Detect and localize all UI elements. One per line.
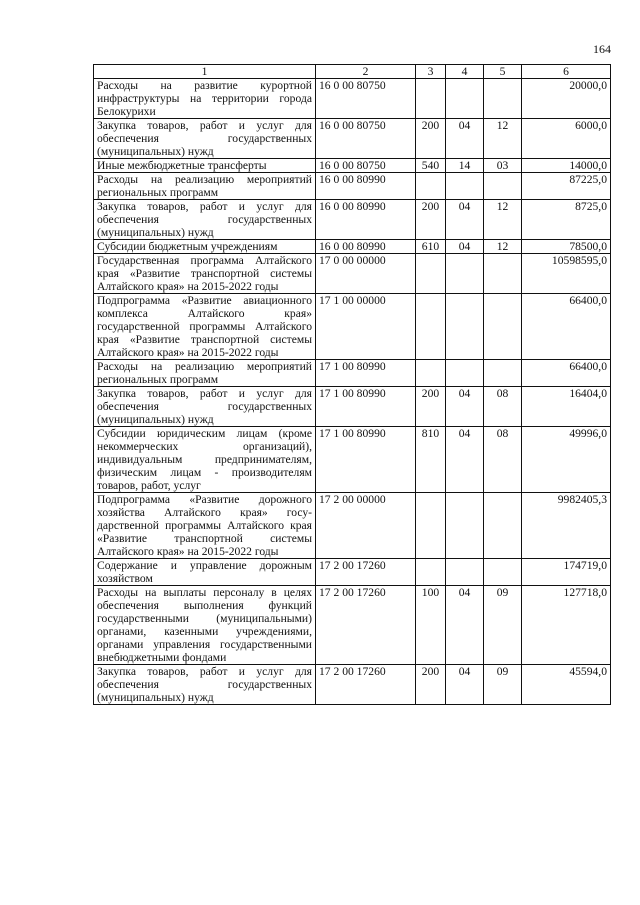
- table-row: [94, 173, 611, 200]
- page-number: 164: [593, 42, 611, 56]
- amount: 6000,0: [522, 119, 611, 159]
- section: [446, 360, 484, 387]
- expense-type: 810: [416, 427, 446, 493]
- target-code: 17 2 00 17260: [316, 559, 416, 586]
- amount: 127718,0: [522, 586, 611, 665]
- subsection: [484, 559, 522, 586]
- subsection: [484, 360, 522, 387]
- target-code: 16 0 00 80750: [316, 79, 416, 119]
- target-code: 17 2 00 00000: [316, 493, 416, 559]
- row-name: Иные межбюджетные трансферты: [94, 159, 316, 173]
- section: [446, 79, 484, 119]
- expense-type: 200: [416, 119, 446, 159]
- section: 04: [446, 665, 484, 705]
- table-row: [94, 493, 611, 559]
- table-row: [94, 159, 611, 173]
- target-code: 16 0 00 80750: [316, 119, 416, 159]
- section: [446, 294, 484, 360]
- subsection: [484, 294, 522, 360]
- amount: 78500,0: [522, 240, 611, 254]
- amount: 8725,0: [522, 200, 611, 240]
- expense-type: [416, 360, 446, 387]
- subsection: [484, 254, 522, 294]
- subsection: 12: [484, 200, 522, 240]
- subsection: 09: [484, 586, 522, 665]
- table-row: [94, 119, 611, 159]
- column-header: 4: [446, 65, 484, 79]
- expense-type: 540: [416, 159, 446, 173]
- table-row: [94, 254, 611, 294]
- expense-type: 100: [416, 586, 446, 665]
- row-name: Подпрограмма «Развитие дорожного хозяйства Алтайского края» государственной программы Алтайского края «Развитие транспортной системы Алтайского края» на 2015-2022 годы: [94, 493, 316, 559]
- subsection: 08: [484, 387, 522, 427]
- subsection: 09: [484, 665, 522, 705]
- table-header: [94, 65, 611, 79]
- budget-table: [93, 64, 611, 705]
- expense-type: [416, 254, 446, 294]
- amount: 16404,0: [522, 387, 611, 427]
- subsection: 08: [484, 427, 522, 493]
- section: 04: [446, 387, 484, 427]
- subsection: [484, 173, 522, 200]
- row-name: Подпрограмма «Развитие авиационного комплекса Алтайского края» государственной программы Алтайского края «Развитие транспортной системы Алтайского края» на 2015-2022 годы: [94, 294, 316, 360]
- row-name: Расходы на развитие курортной инфраструктуры на территории города Белокурихи: [94, 79, 316, 119]
- table-row: [94, 387, 611, 427]
- column-header: 2: [316, 65, 416, 79]
- amount: 66400,0: [522, 360, 611, 387]
- subsection: [484, 493, 522, 559]
- target-code: 16 0 00 80990: [316, 240, 416, 254]
- table-row: [94, 665, 611, 705]
- amount: 45594,0: [522, 665, 611, 705]
- table-row: [94, 200, 611, 240]
- expense-type: 200: [416, 387, 446, 427]
- column-header: 6: [522, 65, 611, 79]
- section: [446, 493, 484, 559]
- table-row: [94, 586, 611, 665]
- column-header: 5: [484, 65, 522, 79]
- table-row: [94, 559, 611, 586]
- amount: 87225,0: [522, 173, 611, 200]
- table-row: [94, 360, 611, 387]
- expense-type: [416, 173, 446, 200]
- amount: 14000,0: [522, 159, 611, 173]
- row-name: Закупка товаров, работ и услуг для обеспечения государственных (муниципальных) нужд: [94, 665, 316, 705]
- amount: 49996,0: [522, 427, 611, 493]
- table-row: [94, 79, 611, 119]
- section: 14: [446, 159, 484, 173]
- target-code: 16 0 00 80990: [316, 173, 416, 200]
- section: 04: [446, 119, 484, 159]
- expense-type: [416, 559, 446, 586]
- target-code: 16 0 00 80990: [316, 200, 416, 240]
- row-name: Закупка товаров, работ и услуг для обеспечения государственных (муниципальных) нужд: [94, 387, 316, 427]
- target-code: 17 2 00 17260: [316, 586, 416, 665]
- target-code: 17 1 00 80990: [316, 427, 416, 493]
- section: 04: [446, 200, 484, 240]
- target-code: 17 1 00 00000: [316, 294, 416, 360]
- row-name: Расходы на реализацию мероприятий региональных программ: [94, 360, 316, 387]
- expense-type: 200: [416, 200, 446, 240]
- amount: 174719,0: [522, 559, 611, 586]
- table-body: [94, 79, 611, 705]
- header-row: [94, 65, 611, 79]
- row-name: Субсидии юридическим лицам (кроме некоммерческих организаций), индивидуальным предпринимателям, физическим лицам - производителям товаров, работ, услуг: [94, 427, 316, 493]
- subsection: 12: [484, 119, 522, 159]
- table-row: [94, 427, 611, 493]
- target-code: 17 0 00 00000: [316, 254, 416, 294]
- section: 04: [446, 240, 484, 254]
- amount: 9982405,3: [522, 493, 611, 559]
- expense-type: 200: [416, 665, 446, 705]
- target-code: 17 1 00 80990: [316, 387, 416, 427]
- row-name: Расходы на выплаты персоналу в целях обеспечения выполнения функций государственными (муниципальными) органами, казенными учреждениями, органами управления государственными внебюджетными фондами: [94, 586, 316, 665]
- column-header: 1: [94, 65, 316, 79]
- section: [446, 559, 484, 586]
- subsection: [484, 79, 522, 119]
- amount: 10598595,0: [522, 254, 611, 294]
- section: [446, 254, 484, 294]
- expense-type: 610: [416, 240, 446, 254]
- target-code: 16 0 00 80750: [316, 159, 416, 173]
- table-row: [94, 294, 611, 360]
- row-name: Закупка товаров, работ и услуг для обеспечения государственных (муниципальных) нужд: [94, 119, 316, 159]
- amount: 20000,0: [522, 79, 611, 119]
- column-header: 3: [416, 65, 446, 79]
- target-code: 17 1 00 80990: [316, 360, 416, 387]
- expense-type: [416, 294, 446, 360]
- target-code: 17 2 00 17260: [316, 665, 416, 705]
- expense-type: [416, 493, 446, 559]
- row-name: Расходы на реализацию мероприятий региональных программ: [94, 173, 316, 200]
- row-name: Государственная программа Алтайского края «Развитие транспортной системы Алтайского края» на 2015-2022 годы: [94, 254, 316, 294]
- subsection: 12: [484, 240, 522, 254]
- row-name: Субсидии бюджетным учреждениям: [94, 240, 316, 254]
- section: [446, 173, 484, 200]
- subsection: 03: [484, 159, 522, 173]
- expense-type: [416, 79, 446, 119]
- section: 04: [446, 586, 484, 665]
- row-name: Закупка товаров, работ и услуг для обеспечения государственных (муниципальных) нужд: [94, 200, 316, 240]
- table-row: [94, 240, 611, 254]
- amount: 66400,0: [522, 294, 611, 360]
- row-name: Содержание и управление дорожным хозяйством: [94, 559, 316, 586]
- section: 04: [446, 427, 484, 493]
